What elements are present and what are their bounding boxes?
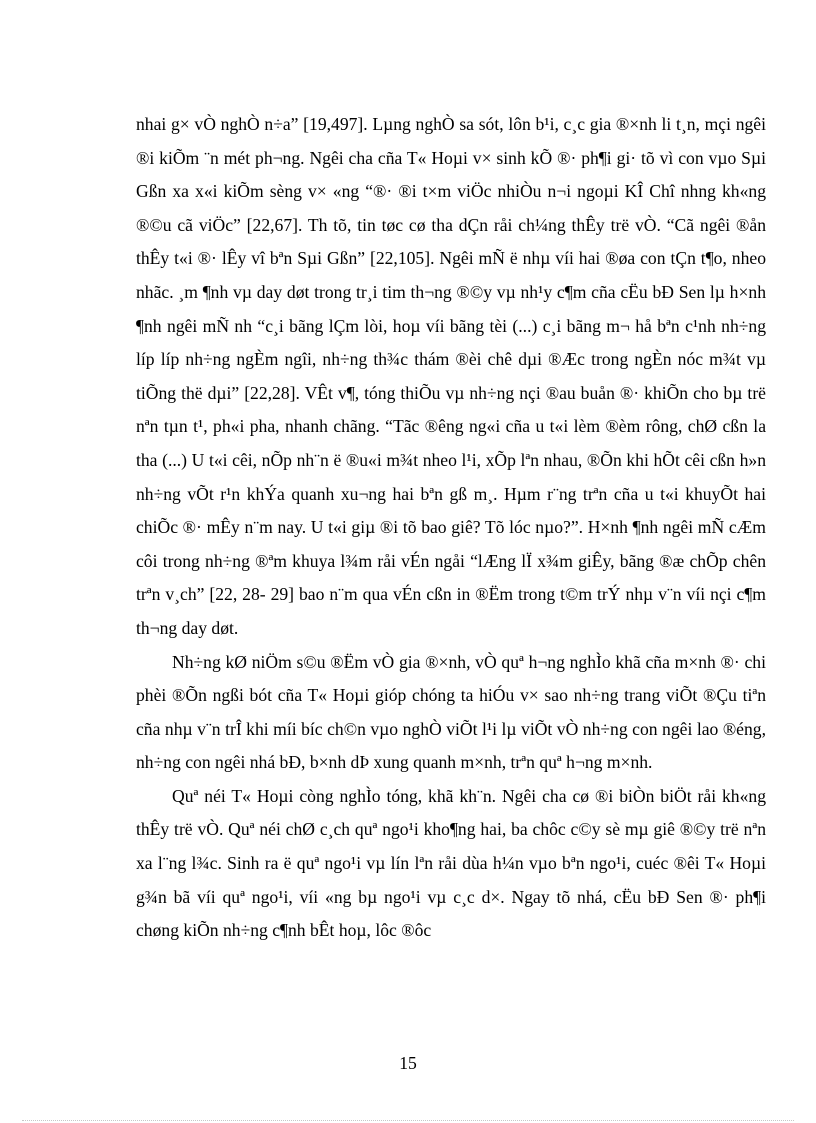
page-number: 15 [399,1053,417,1073]
body-text [136,108,766,948]
paragraph-3: Quª néi T« Hoµi còng nghÌo tóng, khã kh¨n. Ngêi cha cø ®i biÒn biÖt råi kh«ng thÊy trë vÒ. Quª néi chØ c¸ch quª ngo¹i kho¶ng hai, ba chôc c©y sè mµ giê ®©y trë nªn xa l¨ng l¾c. Sinh ra ë quª ngo¹i vµ lín lªn råi dùa h¼n vµo bªn ngo¹i, cuéc ®êi T« Hoµi g¾n bã víi quª ngo¹i, víi «ng bµ ngo¹i vµ c¸c d×. Ngay tõ nhá, cËu bÐ Sen ®· ph¶i chøng kiÕn nh÷ng c¶nh bÊt hoµ, lôc ®ôc [136,785,766,941]
page-bottom-divider [22,1120,794,1121]
paragraph-2: Nh÷ng kØ niÖm s©u ®Ëm vÒ gia ®×nh, vÒ quª h¬ng nghÌo khã cña m×nh ®· chi phèi ®Õn ngßi bót cña T« Hoµi gióp chóng ta hiÓu v× sao nh÷ng trang viÕt ®Çu tiªn cña nhµ v¨n trÎ khi míi bíc ch©n vµo nghÒ viÕt l¹i lµ viÕt vÒ nh÷ng con ngêi lao ®éng, nh÷ng con ngêi nhá bÐ, b×nh dÞ xung quanh m×nh, trªn quª h¬ng m×nh. [136,651,766,773]
paragraph-1: nhai g× vÒ nghÒ n÷a” [19,497]. Lµng nghÒ sa sót, lôn b¹i, c¸c gia ®×nh li t¸n, mçi ngêi ®i kiÕm ¨n mét ph¬ng. Ngêi cha cña T« Hoµi v× sinh kÕ ®· ph¶i gi· tõ vì con vµo Sµi Gßn xa x«i kiÕm sèng v× «ng “®· ®i t×m viÖc nhiÒu n¬i ngoµi KÎ Chî nhng kh«ng ®©u cã viÖc” [22,67]. Th tõ, tin tøc cø tha dÇn råi ch¼ng thÊy trë vÒ. “Cã ngêi ®ån thÊy t«i ®· lÊy vî bªn Sµi Gßn” [22,105]. Ngêi mÑ ë nhµ víi hai ®øa con tÇn t¶o, nheo nhãc. ¸m ¶nh vµ day døt trong tr¸i tim th¬ng ®©y vµ nh¹y c¶m cña cËu bÐ Sen lµ h×nh ¶nh ngêi mÑ nh “c¸i bãng lÇm lòi, hoµ víi bãng tèi (...) c¸i bãng m¬ hå bªn c¹nh nh÷ng líp líp nh÷ng ngÈm ngîi, nh÷ng th¾c thám ®èi chê dµi ®Æc trong ngÈn nóc m¾t vµ tiÕng thë dµi” [22,28]. VÊt v¶, tóng thiÕu vµ nh÷ng nçi ®au buån ®· khiÕn cho bµ trë nªn tµn t¹, ph«i pha, nhanh chãng. “Tãc ®êng ng«i cña u t«i lèm ®èm rông, chØ cßn la tha (...) U t«i cêi, nÕp nh¨n ë ®u«i m¾t nheo l¹i, xÕp lªn nhau, ®Õn khi hÕt cêi cßn h»n nh÷ng vÕt r¹n khÝa quanh xu¬ng hai bªn gß m¸. Hµm r¨ng trªn cña u t«i khuyÕt hai chiÕc ®· mÊy n¨m nay. U t«i giµ ®i tõ bao giê? Tõ lóc nµo?”. H×nh ¶nh ngêi mÑ cÆm côi trong nh÷ng ®ªm khuya l¾m råi vÉn ngåi “lÆng lÏ x¾m giÊy, bãng ®æ chÕp chên trªn v¸ch” [22, 28- 29] bao n¨m qua vÉn cßn in ®Ëm trong t©m trÝ nhµ v¨n víi nçi c¶m th¬ng day døt. [136,114,766,638]
